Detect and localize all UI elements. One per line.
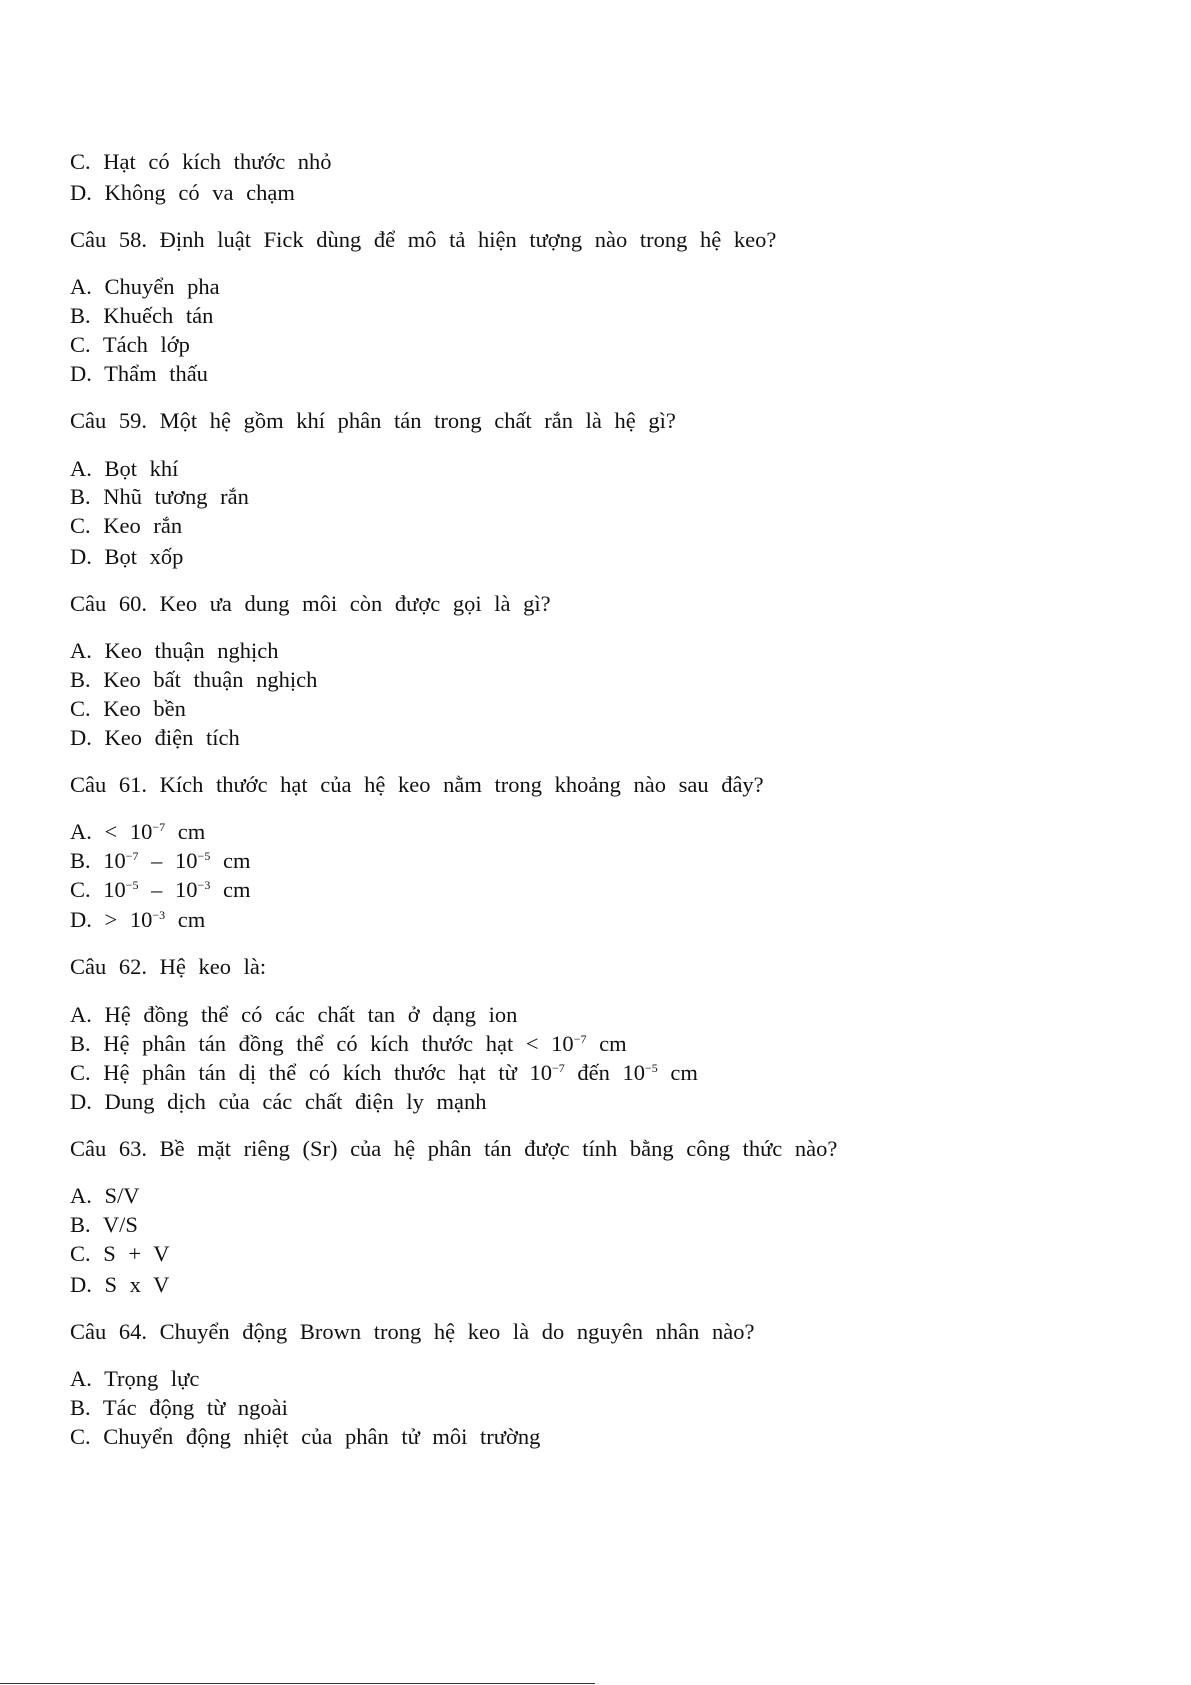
answer-option: [70, 818, 205, 846]
answer-option: [70, 360, 208, 388]
text-segment: A. Chuyển pha: [70, 274, 220, 299]
text-segment: – 10: [138, 877, 198, 902]
text-segment: C. Chuyển động nhiệt của phân tử môi trường: [70, 1424, 541, 1449]
text-segment: A. Trọng lực: [70, 1366, 200, 1391]
text-segment: D. Keo điện tích: [70, 725, 240, 750]
answer-option: [70, 512, 182, 540]
text-segment: – 10: [138, 848, 198, 873]
answer-option: [70, 1423, 540, 1451]
text-segment: C. S + V: [70, 1241, 170, 1266]
text-segment: D. Dung dịch của các chất điện ly mạnh: [70, 1089, 487, 1114]
text-segment: A. < 10: [70, 819, 153, 844]
text-segment: Câu 60. Keo ưa dung môi còn được gọi là gì?: [70, 591, 551, 616]
question-text: [70, 407, 676, 435]
answer-option: [70, 302, 213, 330]
text-segment: cm: [210, 848, 251, 873]
answer-option: [70, 148, 332, 176]
text-segment: C. Keo rắn: [70, 513, 183, 538]
question-text: [70, 1318, 755, 1346]
text-segment: B. Khuếch tán: [70, 303, 214, 328]
text-segment: C. 10: [70, 877, 126, 902]
text-segment: B. Hệ phân tán đồng thể có kích thước hạt < 10: [70, 1031, 574, 1056]
text-segment: cm: [657, 1060, 698, 1085]
question-text: [70, 590, 551, 618]
answer-option: [70, 1240, 170, 1268]
text-segment: Câu 61. Kích thước hạt của hệ keo nằm trong khoảng nào sau đây?: [70, 772, 764, 797]
exponent: −5: [125, 878, 139, 892]
answer-option: [70, 1088, 487, 1116]
question-text: [70, 1135, 837, 1163]
answer-option: [70, 1030, 627, 1058]
answer-option: [70, 637, 278, 665]
text-segment: cm: [165, 907, 206, 932]
text-segment: Câu 59. Một hệ gồm khí phân tán trong chất rắn là hệ gì?: [70, 408, 676, 433]
text-segment: Câu 58. Định luật Fick dùng để mô tả hiện tượng nào trong hệ keo?: [70, 227, 777, 252]
exponent: −7: [551, 1061, 565, 1075]
text-segment: D. > 10: [70, 907, 153, 932]
answer-option: [70, 543, 183, 571]
exponent: −7: [573, 1032, 587, 1046]
answer-option: [70, 906, 205, 934]
exponent: −3: [152, 908, 166, 922]
answer-option: [70, 1182, 140, 1210]
text-segment: cm: [210, 877, 251, 902]
exponent: −3: [197, 878, 211, 892]
answer-option: [70, 666, 317, 694]
text-segment: B. 10: [70, 848, 126, 873]
answer-option: [70, 1394, 288, 1422]
text-segment: đến 10: [564, 1060, 645, 1085]
text-segment: C. Hệ phân tán dị thể có kích thước hạt từ 10: [70, 1060, 552, 1085]
text-segment: B. Tác động từ ngoài: [70, 1395, 288, 1420]
answer-option: [70, 1271, 169, 1299]
text-segment: B. Nhũ tương rắn: [70, 484, 249, 509]
text-segment: A. Keo thuận nghịch: [70, 638, 279, 663]
text-segment: B. V/S: [70, 1212, 138, 1237]
text-segment: Câu 62. Hệ keo là:: [70, 954, 267, 979]
answer-option: [70, 179, 295, 207]
text-segment: C. Keo bền: [70, 696, 186, 721]
text-segment: A. Bọt khí: [70, 456, 179, 481]
answer-option: [70, 847, 250, 875]
question-text: [70, 226, 776, 254]
answer-option: [70, 273, 220, 301]
text-segment: A. S/V: [70, 1183, 140, 1208]
answer-option: [70, 1001, 517, 1029]
answer-option: [70, 724, 240, 752]
text-segment: A. Hệ đồng thể có các chất tan ở dạng ion: [70, 1002, 518, 1027]
text-segment: Câu 64. Chuyển động Brown trong hệ keo là do nguyên nhân nào?: [70, 1319, 755, 1344]
exponent: −5: [197, 849, 211, 863]
text-segment: C. Hạt có kích thước nhỏ: [70, 149, 332, 174]
text-segment: B. Keo bất thuận nghịch: [70, 667, 318, 692]
exponent: −7: [152, 820, 166, 834]
text-segment: Câu 63. Bề mặt riêng (Sr) của hệ phân tán được tính bằng công thức nào?: [70, 1136, 838, 1161]
answer-option: [70, 483, 249, 511]
answer-option: [70, 331, 190, 359]
question-text: [70, 771, 764, 799]
exponent: −7: [125, 849, 139, 863]
answer-option: [70, 695, 186, 723]
text-segment: cm: [165, 819, 206, 844]
text-segment: D. Thẩm thấu: [70, 361, 208, 386]
text-segment: D. Không có va chạm: [70, 180, 295, 205]
text-segment: C. Tách lớp: [70, 332, 190, 357]
question-text: [70, 953, 266, 981]
footer-rule: [0, 1683, 595, 1684]
answer-option: [70, 1059, 698, 1087]
answer-option: [70, 1211, 138, 1239]
text-segment: cm: [586, 1031, 627, 1056]
answer-option: [70, 455, 178, 483]
text-segment: D. Bọt xốp: [70, 544, 184, 569]
answer-option: [70, 876, 250, 904]
text-segment: D. S x V: [70, 1272, 170, 1297]
exponent: −5: [644, 1061, 658, 1075]
answer-option: [70, 1365, 199, 1393]
